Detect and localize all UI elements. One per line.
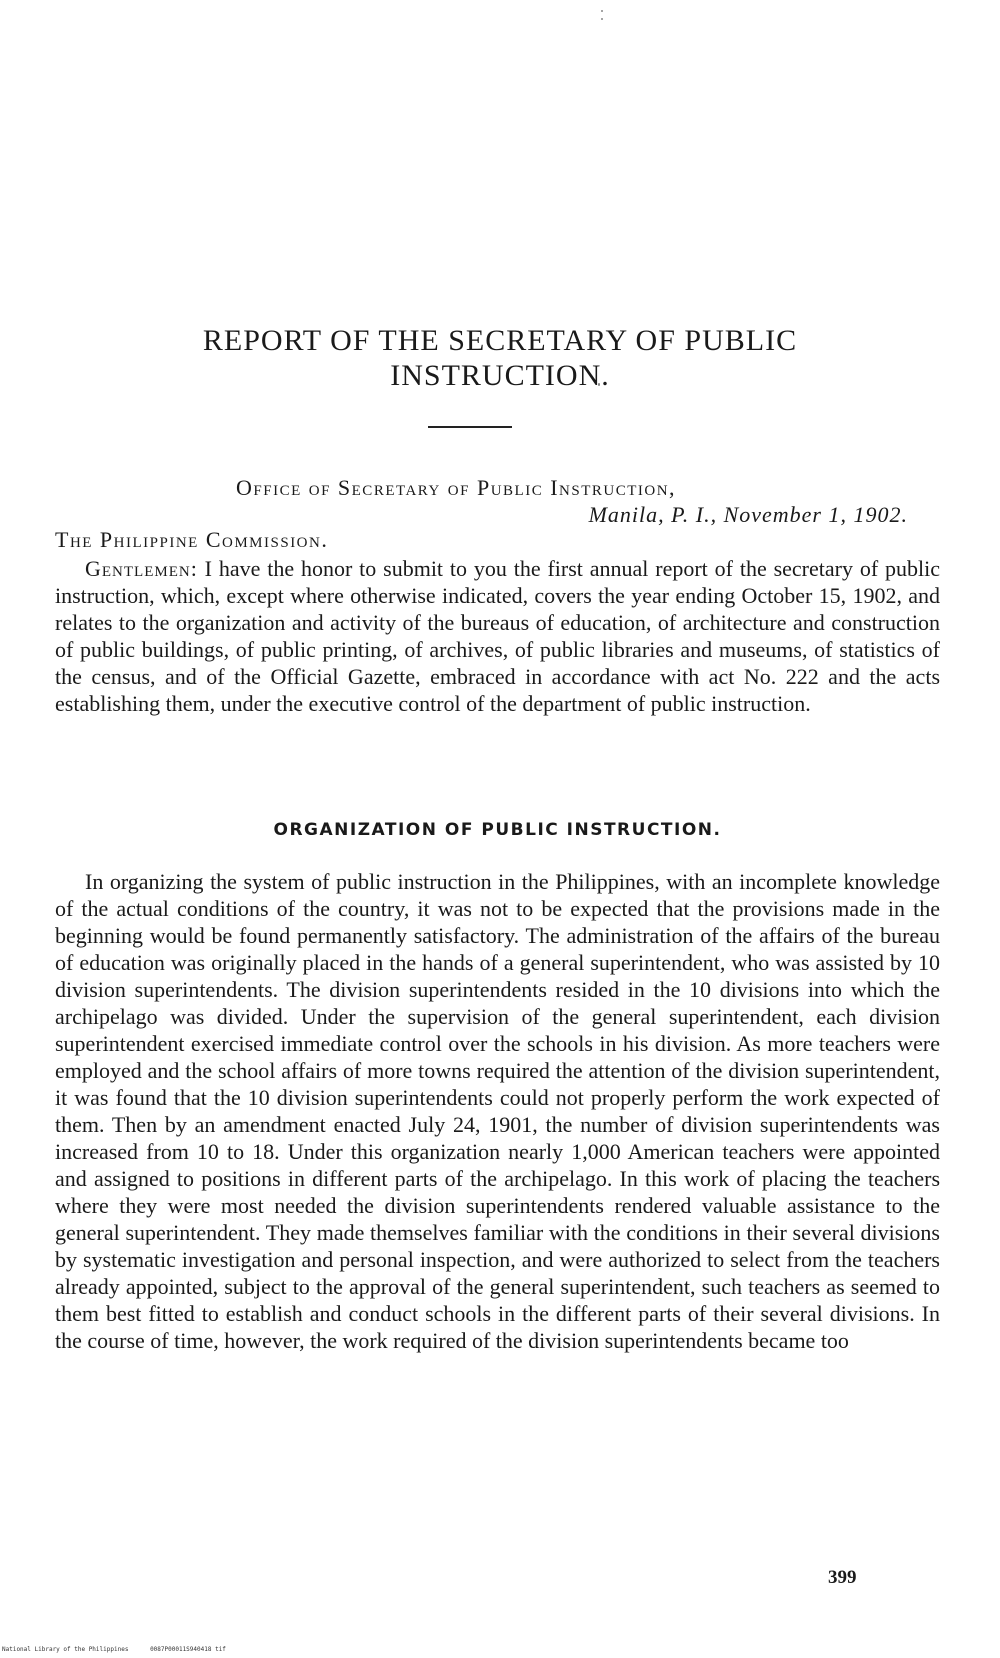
page-number: 399 <box>828 1567 857 1588</box>
scan-footer <box>2 1646 226 1653</box>
intro-paragraph <box>55 555 940 717</box>
section-paragraph: In organizing the system of public instruction in the Philippines, with an incomplete knowledge of the actual conditions of the country, it was not to be expected that the provisions made in the beginning would be found permanently satisfactory. The administration of the affairs of the bureau of education was originally placed in the hands of a general superintendent, who was assisted by 10 division superintendents. The division superintendents resided in the 10 divisions into which the archipelago was divided. Under the supervision of the general superintendent, each division superintendent exercised immediate control over the schools in his division. As more teachers were employed and the school affairs of more towns required the attention of the division superintendent, it was found that the 10 division superintendents could not properly perform the work expected of them. Then by an amendment enacted July 24, 1901, the number of division superintendents was increased from 10 to 18. Under this organization nearly 1,000 American teachers were appointed and assigned to positions in different parts of the archipelago. In this work of placing the teachers where they were most needed the division superintendents rendered valuable assistance to the general superintendent. They made themselves familiar with the conditions in their several divisions by systematic investigation and personal inspection, and were authorized to select from the teachers already appointed, subject to the approval of the general superintendent, such teachers as seemed to them best fitted to establish and conduct schools in the different parts of their several divisions. In the course of time, however, the work required of the division superintendents became too <box>55 869 940 1353</box>
title-divider <box>428 426 512 428</box>
salutation: Gentlemen: <box>85 556 198 581</box>
report-title: REPORT OF THE SECRETARY OF PUBLIC INSTRUCTION. <box>202 324 798 392</box>
section-heading: ORGANIZATION OF PUBLIC INSTRUCTION. <box>273 820 722 840</box>
footer-library: National Library of the Philippines <box>2 1646 129 1653</box>
footer-file-id: 0087P00011S940418 tif <box>150 1646 226 1653</box>
office-line: Office of Secretary of Public Instruction, <box>236 475 677 500</box>
scan-speck <box>601 18 603 20</box>
addressee-line: The Philippine Commission. <box>55 527 329 552</box>
place-date-line: Manila, P. I., November 1, 1902. <box>588 502 908 527</box>
scan-speck <box>601 10 603 12</box>
intro-paragraph-text: I have the honor to submit to you the first annual report of the secretary of public instruction, which, except where otherwise indicated, covers the year ending October 15, 1902, and relates to the organization and activity of the bureaus of education, of architecture and construction of public buildings, of public printing, of archives, of public libraries and museums, of statistics of the census, and of the Official Gazette, embraced in accordance with act No. 222 and the acts establishing them, under the executive control of the department of public instruction. <box>55 556 940 716</box>
